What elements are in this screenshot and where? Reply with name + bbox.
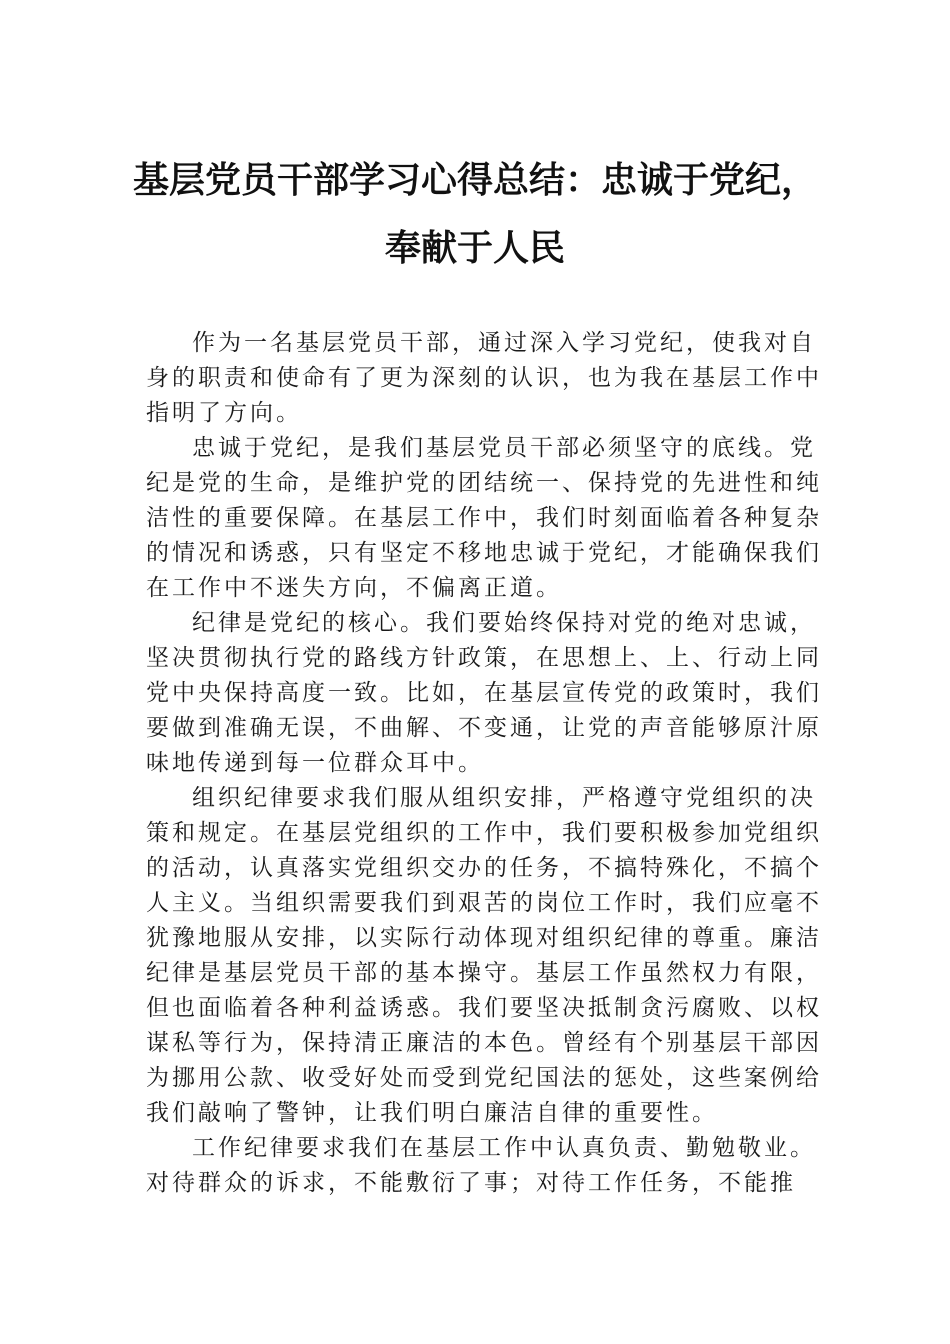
paragraph-3: 纪律是党纪的核心。我们要始终保持对党的绝对忠诚，坚决贯彻执行党的路线方针政策，在思想上、上、行动上同党中央保持高度一致。比如，在基层宣传党的政策时，我们要做到准确无误，不曲解、不变通，让党的声音能够原汁原味地传递到每一位群众耳中。: [146, 610, 822, 776]
paragraph-5: 工作纪律要求我们在基层工作中认真负责、勤勉敬业。对待群众的诉求，不能敷衍了事；对待工作任务，不能推: [146, 1135, 816, 1196]
paragraph-1: 作为一名基层党员干部，通过深入学习党纪，使我对自身的职责和使命有了更为深刻的认识，也为我在基层工作中指明了方向。: [146, 330, 822, 426]
title-line-1: 基层党员干部学习心得总结：忠诚于党纪，: [132, 159, 817, 201]
paragraph-4: 组织纪律要求我们服从组织安排，严格遵守党组织的决策和规定。在基层党组织的工作中，我们要积极参加党组织的活动，认真落实党组织交办的任务，不搞特殊化，不搞个人主义。当组织需要我们到艰苦的岗位工作时，我们应毫不犹豫地服从安排，以实际行动体现对组织纪律的尊重。廉洁纪律是基层党员干部的基本操守。基层工作虽然权力有限，但也面临着各种利益诱惑。我们要坚决抵制贪污腐败、以权谋私等行为，保持清正廉洁的本色。曾经有个别基层干部因为挪用公款、收受好处而受到党纪国法的惩处，这些案例给我们敲响了警钟，让我们明白廉洁自律的重要性。: [146, 785, 822, 1126]
title-line-2: 奉献于人民: [384, 227, 565, 269]
document-body: [146, 326, 830, 1201]
paragraph-2: 忠诚于党纪，是我们基层党员干部必须坚守的底线。党纪是党的生命，是维护党的团结统一、保持党的先进性和纯洁性的重要保障。在基层工作中，我们时刻面临着各种复杂的情况和诱惑，只有坚定不移地忠诚于党纪，才能确保我们在工作中不迷失方向，不偏离正道。: [146, 435, 822, 601]
